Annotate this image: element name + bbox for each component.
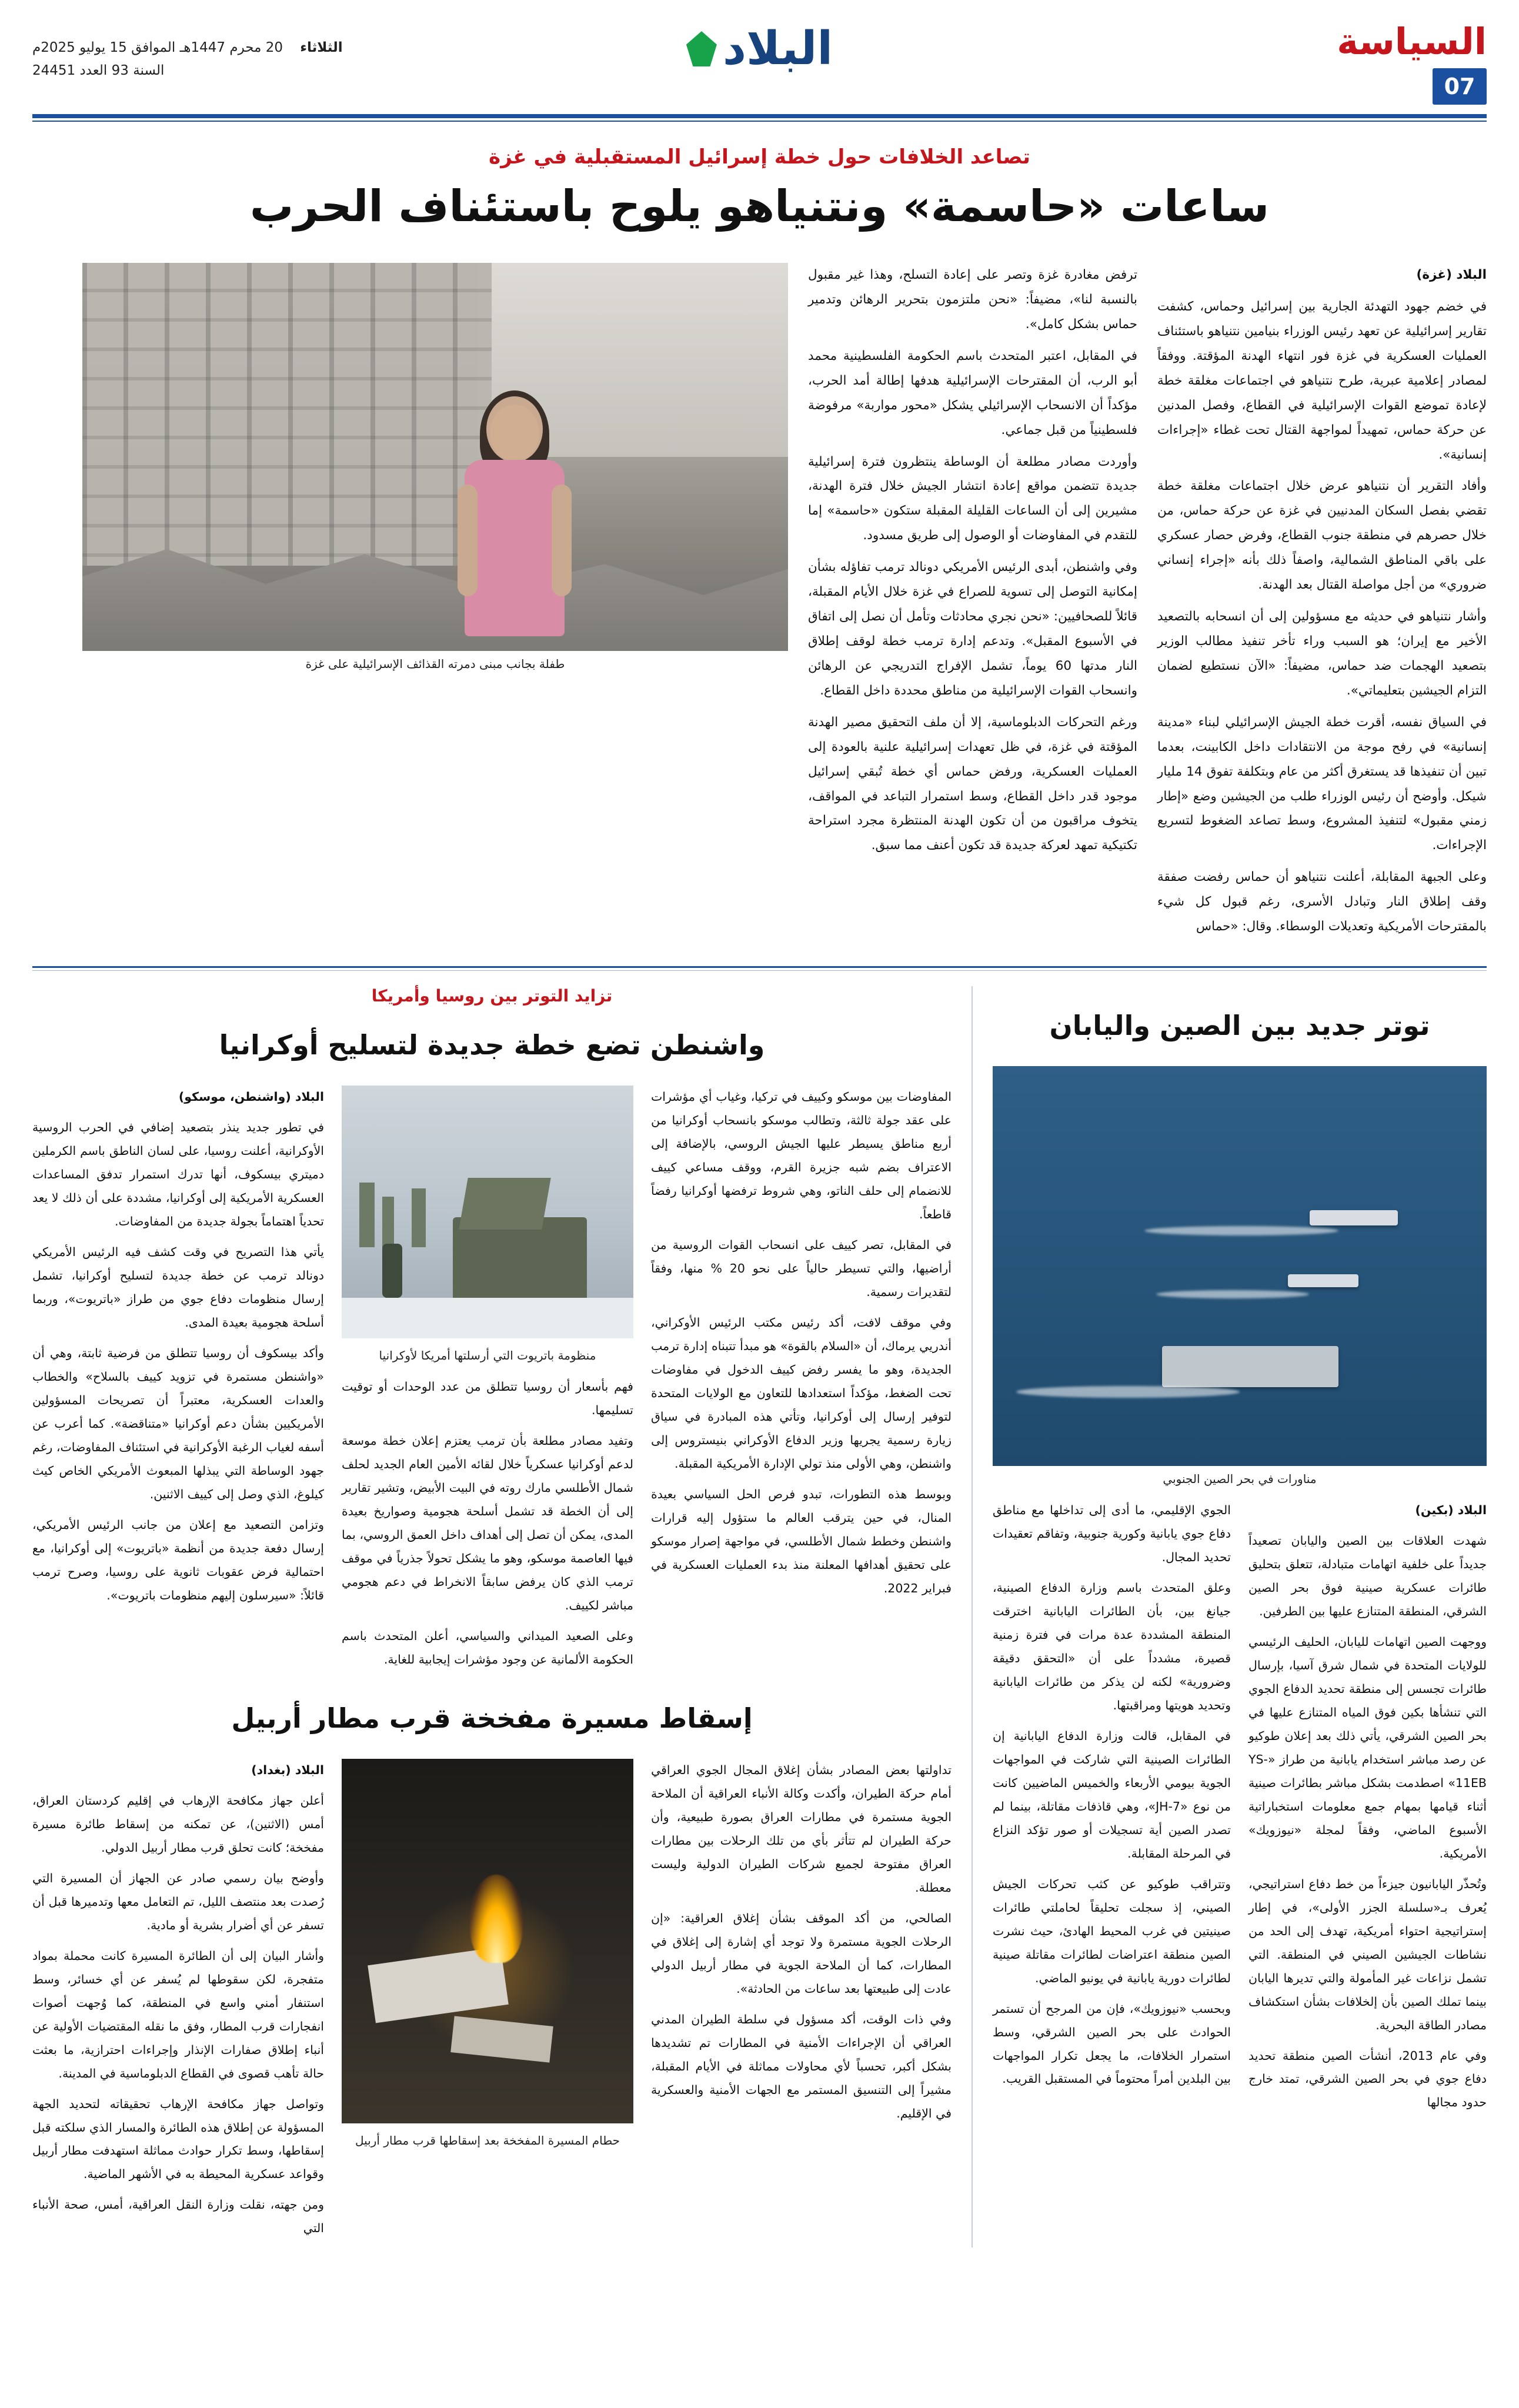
logo-text: البلاد — [722, 22, 833, 75]
paragraph: وعلى الصعيد الميداني والسياسي، أعلن المتحدث باسم الحكومة الألمانية عن وجود مؤشرات إيجابية للغاية. — [342, 1628, 633, 1666]
paragraph: أعلن جهاز مكافحة الإرهاب في إقليم كردستان العراق، أمس (الاثنين)، عن تمكنه من إسقاط طائرة مسيرة مفخخة؛ كانت تحلق قرب مطار أربيل الدولي. — [32, 1793, 324, 1855]
paragraph: وفي واشنطن، أبدى الرئيس الأمريكي دونالد ترمب تفاؤله بشأن إمكانية التوصل إلى تسوية للصراع في غزة خلال الأيام المقبلة، قائلاً للصحافيين: «نحن نجري محادثات وتأمل أن نصل إلى اتفاق في الأسبوع المقبل». وتدعم إدارة ترمب خطة لوقف إطلاق النار مدتها 60 يوماً، تشمل الإفراج التدريجي عن الرهائن وانسحاب القوات الإسرائيلية من مناطق محددة داخل القطاع. — [808, 560, 1137, 698]
lead-figure — [82, 263, 788, 671]
erbil-photo-caption: حطام المسيرة المفخخة بعد إسقاطها قرب مطار أربيل — [355, 2133, 620, 2148]
middle-band — [32, 986, 1487, 2247]
paragraph: ورغم التحركات الدبلوماسية، إلا أن ملف التحقيق مصير الهدنة المؤقتة في غزة، في ظل تعهدات إسرائيلية علنية بالعودة إلى العمليات العسكرية، ورفض حماس أي خطة تُبقي إسرائيل موجود قدر داخل القطاع، وسط استمرار التباعد في المواقف، يتخوف مراقبون من أن تكون الهدنة المنتظرة مجرد استراحة تكتيكية تمهد لعركة جديدة قد تكون أعنف مما سبق. — [808, 714, 1137, 853]
china-japan-photo-ships — [993, 1066, 1487, 1466]
lead-headline: ساعات «حاسمة» ونتنياهو يلوح باستئناف الحرب — [249, 181, 1270, 232]
page-number-badge: 07 — [1433, 68, 1487, 105]
ukraine-kicker: تزايد التوتر بين روسيا وأمريكا — [371, 986, 613, 1006]
paragraph: في المقابل، اعتبر المتحدث باسم الحكومة الفلسطينية محمد أبو الرب، أن المقترحات الإسرائيلية هدفها إطالة أمد الحرب، مؤكداً أن الانسحاب الإسرائيلي يشكل «محور مواربة» مرفوضة فلسطينياً من قبل جماعي. — [808, 348, 1137, 437]
paragraph: وتزامن التصعيد مع إعلان من جانب الرئيس الأمريكي، إرسال دفعة جديدة من أنظمة «باتريوت» إلى أوكرانيا، مع احتمالية فرض عقوبات ثانوية على روسيا، وصرح ترمب قائلاً: «سيرسلون إليهم منظومات باتريوت». — [32, 1517, 324, 1602]
ukraine-photo-patriot-launcher — [342, 1086, 633, 1338]
masthead — [32, 20, 1487, 111]
erbil-dateline: البلاد (بغداد) — [251, 1762, 324, 1777]
erbil-story — [32, 1701, 952, 2247]
lead-photo-rubble-girl — [82, 263, 788, 651]
ukraine-dateline: البلاد (واشنطن، موسكو) — [178, 1090, 324, 1104]
paragraph: يأتي هذا التصريح في وقت كشف فيه الرئيس الأمريكي دونالد ترمب عن خطة جديدة لتسليح أوكرانيا، تشمل إرسال منظومات دفاع جوي من طراز «باتريوت»، وربما أسلحة هجومية بعيدة المدى. — [32, 1245, 324, 1330]
lead-story — [32, 263, 1487, 946]
masthead-section-block — [1110, 20, 1487, 105]
paragraph: ومن جهته، نقلت وزارة النقل العراقية، أمس، صحة الأنباء التي — [32, 2197, 324, 2236]
section-title: السياسة — [1337, 20, 1487, 63]
masthead-rule-thin — [32, 121, 1487, 122]
weekday-label: الثلاثاء — [300, 40, 343, 55]
section-divider-thin — [32, 970, 1487, 971]
paragraph: وتُحذّر اليابانيون جيزءاً من خط دفاع استراتيجي، يُعرف بـ«سلسلة الجزر الأولى»، في إطار إستراتيجية احتواء أمريكية، تهدف إلى الحد من نشاطات الجيشين الصيني في المنطقة. التي تشمل نزاعات غير المأمولة والتي تديرها اليابان بينما تملك الصين بأن إلخلافات بشأن استكشاف مصادر الطاقة البحرية. — [1248, 1876, 1487, 2032]
section-divider — [32, 966, 1487, 968]
erbil-figure — [342, 1759, 633, 2152]
paragraph: وأكد بيسكوف أن روسيا تتطلق من فرضية ثابتة، وهي أن «واشنطن مستمرة في تزويد كييف بالسلاح» والخطاب والعدات العسكرية، معتبراً أن تصريحات المسؤولين الأمريكيين بشأن دعم أوكرانيا «متناقضة». كما أعرب عن أسفه لغياب الرغبة الأوكرانية في استئناف المفاوضات، رغم جهود الوساطة التي يبذلها المبعوث الأمريكي الخاص كيث كيلوغ، الذي وصل إلى كييف الاثنين. — [32, 1345, 324, 1501]
ukraine-figure — [342, 1086, 633, 1367]
paragraph: وتتراقب طوكيو عن كثب تحركات الجيش الصيني، إذ سجلت تحليقاً لحاملتي طائرات صينيتين في غرب المحيط الهادئ، حيث نشرت الصين منطقة اعتراضات لطائرات مقاتلة صينية لطائرات دورية يابانية في يونيو الماضي. — [993, 1876, 1231, 1985]
paragraph: وأوردت مصادر مطلعة أن الوساطة ينتظرون فترة إسرائيلية جديدة تتضمن مواقع إعادة انتشار الجيش خلال فترة الهدنة، مشيرين إلى أن الساعات القليلة المقبلة ستكون «حاسمة» إما للتقدم في المفاوضات أو الوصول إلى طريق مسدود. — [808, 454, 1137, 543]
paragraph: وأوضح بيان رسمي صادر عن الجهاز أن المسيرة التي رُصدت بعد منتصف الليل، تم التعامل معها وتدميرها قبل أن تسفر عن أي أضرار بشرية أو مادية. — [32, 1871, 324, 1932]
erbil-photo-drone-wreckage — [342, 1759, 633, 2123]
paragraph: تداولتها بعض المصادر بشأن إغلاق المجال الجوي العراقي أمام حركة الطيران، وأكدت وكالة الأنباء العراقية أن الملاحة الجوية مستمرة في مطارات العراق بصورة طبيعية، وأن حركة الطيران لم تتأثر بأي من تلك الرحلات بين مطارات العراق مفتوحة لجميع شركات الطيران الدولية وليست معطلة. — [650, 1762, 952, 1895]
paragraph: المفاوضات بين موسكو وكييف في تركيا، وغياب أي مؤشرات على عقد جولة ثالثة، وتطالب موسكو بانسحاب أوكرانيا من أربع مناطق يسيطر عليها الجيش الروسي، بالإضافة إلى الاعتراف بضم شبه جزيرة القرم، ووقف مساعي كييف للانضمام إلى حلف الناتو، وهي شروط ترفضها أوكرانيا رفضاً قاطعاً. — [650, 1090, 952, 1222]
leaf-icon — [686, 31, 717, 66]
masthead-rule — [32, 114, 1487, 118]
paragraph: ووجهت الصين اتهامات لليابان، الحليف الرئيسي للولايات المتحدة في شمال شرق آسيا، بإرسال طائرات تجسس إلى منطقة تحديد الدفاع الجوي التي تنشأها بكين فوق المياه المتنازع عليها في بحر الصين الشرقي، يأتي ذلك بعد إعلان طوكيو عن رصد مباشر استخدام يابانية من طراز «YS-11EB» اصطدمت بشكل مباشر بطائرات صينية أثناء قيامها بمهام جمع معلومات استخباراتية الأسبوع الماضي، وفقاً لمجلة «نيوزويك» الأمريكية. — [1248, 1635, 1487, 1861]
ukraine-column-middle — [342, 1086, 633, 1679]
paragraph: وعلق المتحدث باسم وزارة الدفاع الصينية، جيانغ بين، بأن الطائرات اليابانية اخترقت المنطقة المشددة عدة مرات في فترة زمنية قصيرة، مشدداً على أن «التحقق دقيقة وضرورية» لكنه لن يذكر من طائرات اليابانية وتحديد هويتها ومراقبتها. — [993, 1581, 1231, 1712]
vertical-divider — [972, 986, 973, 2247]
china-japan-columns — [993, 1499, 1487, 2122]
paragraph: وبحسب «نيوزويك»، فإن من المرجح أن تستمر الحوادث على بحر الصين الشرقي، وسط استمرار الخلافات، ما يجعل تكرار المواجهات بين البلدين أمراً محتوماً في المستقبل القريب. — [993, 2001, 1231, 2086]
erbil-column-right — [32, 1759, 324, 2247]
paragraph: وفي عام 2013، أنشأت الصين منطقة تحديد دفاع جوي في بحر الصين الشرقي، تمتد خارج حدود مجالها — [1248, 2048, 1487, 2110]
paragraph: وعلى الجبهة المقابلة، أعلنت نتنياهو أن حماس رفضت صفقة وقف إطلاق النار وتبادل الأسرى، رغم قبول كل شيء بالمقترحات الأمريكية وتعديلات الوسطاء. وقال: «حماس — [1157, 870, 1487, 934]
china-japan-column-left — [993, 1499, 1231, 2098]
issue-line: السنة 93 العدد 24451 — [32, 63, 165, 79]
lead-photo-caption: طفلة بجانب مبنى دمرته القذائف الإسرائيلية على غزة — [305, 657, 565, 672]
paragraph: في المقابل، قالت وزارة الدفاع اليابانية إن الطائرات الصينية التي شاركت في المواجهات الجوية بيومي الأربعاء والخميس الماضيين كانت من نوع «JH-7»، وهي قاذفات مقاتلة، بينما لم تصدر الصين أية تسجيلات أو صور تؤكد النزاع في المرحلة المقابلة. — [993, 1728, 1231, 1861]
china-japan-dateline: البلاد (بكين) — [1415, 1503, 1487, 1518]
paragraph: وفي موقف لافت، أكد رئيس مكتب الرئيس الأوكراني، أندريي يرماك، أن «السلام بالقوة» هو مبدأ تتبناه إدارة ترمب الجديدة، وهو ما يفسر رفض كييف الدخول في مفاوضات تحت الضغط، مؤكداً استعدادها للتعاون مع الولايات المتحدة لتوفير إرسال إلى أوكرانيا، وتأتي هذه المبادرة في سياق زيارة رسمية يجريها وزير الدفاع الأوكراني بنيستروس إلى واشنطن، وهي الأولى منذ تولي الإدارة الأمريكية المقبلة. — [650, 1315, 952, 1471]
paragraph: في المقابل، تصر كييف على انسحاب القوات الروسية من أراضيها، والتي تسيطر حالياً على نحو 20 % منها، وفقاً لتقديرات رسمية. — [650, 1238, 952, 1299]
ukraine-column-right — [32, 1086, 324, 1614]
hijri-date: 20 محرم 1447هـ الموافق 15 يوليو 2025م — [32, 40, 283, 55]
paragraph: في تطور جديد ينذر بتصعيد إضافي في الحرب الروسية الأوكرانية، أعلنت روسيا، على لسان الناطق باسم الكرملين دميتري بيسكوف، أنها تدرك استمرار تدفق المساعدات العسكرية الأمريكية إلى أوكرانيا، مشددة على أن ذلك لا يعد تحدياً اهتماماً بجولة جديدة من المفاوضات. — [32, 1120, 324, 1229]
paragraph: وأشار نتنياهو في حديثه مع مسؤولين إلى أن انسحابه بالتصعيد الأخير مع إيران؛ هو السبب وراء تأخر تنفيذ مطالب الوزير بتصعيد الهجمات ضد حماس، مضيفاً: «الآن نستطيع لضمان التزام الجيشين بتعليماتي». — [1157, 609, 1487, 698]
paragraph: في السياق نفسه، أقرت خطة الجيش الإسرائيلي لبناء «مدينة إنسانية» في رفح موجة من الانتقادات داخل الكابينت، بعدما تبين أن تنفيذها قد يستغرق أكثر من عام وبتكلفة تفوق 14 مليار شيكل. وأوضح أن رئيس الوزراء طلب من الجيشين وضع «إطار زمني مقبول» لتنفيذ المشروع، وسط تصاعد الضغوط لتسريع الإجراءات. — [1157, 714, 1487, 853]
china-japan-column-right — [1248, 1499, 1487, 2122]
lead-column-right — [1157, 263, 1487, 946]
masthead-date-block — [32, 24, 409, 82]
paragraph: فهم بأسعار أن روسيا تتطلق من عدد الوحدات أو توقيت تسليمها. — [342, 1380, 633, 1418]
newspaper-logo — [409, 22, 1110, 75]
ukraine-story — [32, 986, 952, 2247]
china-japan-photo-caption: مناورات في بحر الصين الجنوبي — [1163, 1472, 1317, 1487]
paragraph: ترفض مغادرة غزة وتصر على إعادة التسلح، وهذا غير مقبول بالنسبة لنا»، مضيفاً: «نحن ملتزمون بتحرير الرهائن وتدمير حماس بشكل كامل». — [808, 268, 1137, 332]
paragraph: وأفاد التقرير أن نتنياهو عرض خلال اجتماعات مغلقة خطة تقضي بفصل السكان المدنيين في غزة عن حركة حماس، من خلال حصرهم في منطقة جنوب القطاع، وفرض حصار عسكري على باقي المناطق الشمالية، واصفاً ذلك بأنه «إجراء إنساني ضروري» من أجل مواصلة القتال بعد الهدنة. — [1157, 479, 1487, 593]
paragraph: وتواصل جهاز مكافحة الإرهاب تحقيقاته لتحديد الجهة المسؤولة عن إطلاق هذه الطائرة والمسار الذي سلكته قبل إسقاطها، وسط تكرار حوادث مماثلة استهدفت مطار أربيل وقواعد عسكرية المحيطة به في الأشهر الماضية. — [32, 2096, 324, 2182]
paragraph: في خضم جهود التهدئة الجارية بين إسرائيل وحماس، كشفت تقارير إسرائيلية عن تعهد رئيس الوزراء بنيامين نتنياهو باستئناف العمليات العسكرية في غزة فور انتهاء الهدنة المؤقتة. ووفقاً لمصادر إعلامية عبرية، طرح نتنياهو في اجتماعات مغلقة خطة لإعادة تموضع القوات الإسرائيلية في القطاع، وفصل المدنين عن حركة حماس، تمهيداً لمواجهة القتال تحت غطاء «إجراءات إنسانية». — [1157, 299, 1487, 462]
china-japan-story — [993, 986, 1487, 2122]
paragraph: شهدت العلاقات بين الصين واليابان تصعيداً جديداً على خلفية اتهامات متبادلة، تتعلق بتحليق طائرات عسكرية صينية فوق بحر الصين الشرقي، المنطقة المتنازع عليها بين الطرفين. — [1248, 1534, 1487, 1619]
ukraine-headline: واشنطن تضع خطة جديدة لتسليح أوكرانيا — [219, 1029, 765, 1061]
lead-kicker: تصاعد الخلافات حول خطة إسرائيل المستقبلية في غزة — [489, 145, 1030, 169]
lead-column-middle — [808, 263, 1137, 865]
ukraine-columns — [32, 1086, 952, 1679]
paragraph: وتفيد مصادر مطلعة بأن ترمب يعتزم إعلان خطة موسعة لدعم أوكرانيا عسكرياً خلال لقائه الأمين العام الجديد لحلف شمال الأطلسي مارك روته في البيت الأبيض، وتشير تقارير إلى أن الخطة قد تشمل أسلحة هجومية وصواريخ بعيدة المدى، يمكن أن تصل إلى أهداف داخل العمق الروسي، بما فيها العاصمة موسكو، وهو ما يشكل تحولاً جذرياً في موقف ترمب الذي كان يرفض سابقاً الانخراط في دعم هجومي مباشر لكييف. — [342, 1434, 633, 1612]
paragraph: وأشار البيان إلى أن الطائرة المسيرة كانت محملة بمواد متفجرة، لكن سقوطها لم يُسفر عن أي خسائر، وسط استنفار أمني واسع في المنطقة، كما وُجهت أصوات انفجارات قرب المطار، وفق ما نقله المقتضيات الأولية عن أنباء إطلاق صفارات الإنذار وإجراءات احترازية، ما بعثت حالة تأهب قصوى في القطاع الدبلوماسية في المدينة. — [32, 1948, 324, 2080]
china-japan-headline: توتر جديد بين الصين واليابان — [1049, 1010, 1430, 1042]
paragraph: وفي ذات الوقت، أكد مسؤول في سلطة الطيران المدني العراقي أن الإجراءات الأمنية في المطارات تم تشديدها بشكل أكبر، تحسباً لأي محاولات مماثلة في الأيام المقبلة، مشيراً إلى التنسيق المستمر مع الجهات الأمنية والعسكرية في الإقليم. — [650, 2012, 952, 2120]
china-japan-figure — [993, 1066, 1487, 1486]
ukraine-photo-caption: منظومة باتريوت التي أرسلتها أمريكا لأوكرانيا — [379, 1348, 596, 1363]
lead-dateline: البلاد (غزة) — [1416, 268, 1487, 283]
paragraph: وبوسط هذه التطورات، تبدو فرص الحل السياسي بعيدة المنال، في حين يترقب العالم ما ستؤول إليه قرارات واشنطن وخطط شمال الأطلسي، في مواجهة إصرار موسكو على تحقيق أهدافها المعلنة منذ بدء العمليات العسكرية في فبراير 2022. — [650, 1487, 952, 1595]
ukraine-column-left — [651, 1086, 952, 1607]
paragraph: الجوي الإقليمي، ما أدى إلى تداخلها مع مناطق دفاع جوي يابانية وكورية جنوبية، وتفاقم تعقيدات تحديد المجال. — [993, 1503, 1231, 1565]
erbil-figure-column — [342, 1759, 633, 2152]
erbil-headline: إسقاط مسيرة مفخخة قرب مطار أربيل — [231, 1702, 753, 1734]
paragraph: الصالحي، من أكد الموقف بشأن إغلاق العراقية: «إن الرحلات الجوية مستمرة ولا توجد أي إشارة إلى إغلاق في المطارات، كما أن الملاحة الجوية في مطار أربيل الدولي عادت إلى طبيعتها بعد ساعات من الحادثة». — [650, 1911, 952, 1996]
erbil-column-left — [651, 1759, 952, 2133]
erbil-columns — [32, 1759, 952, 2247]
